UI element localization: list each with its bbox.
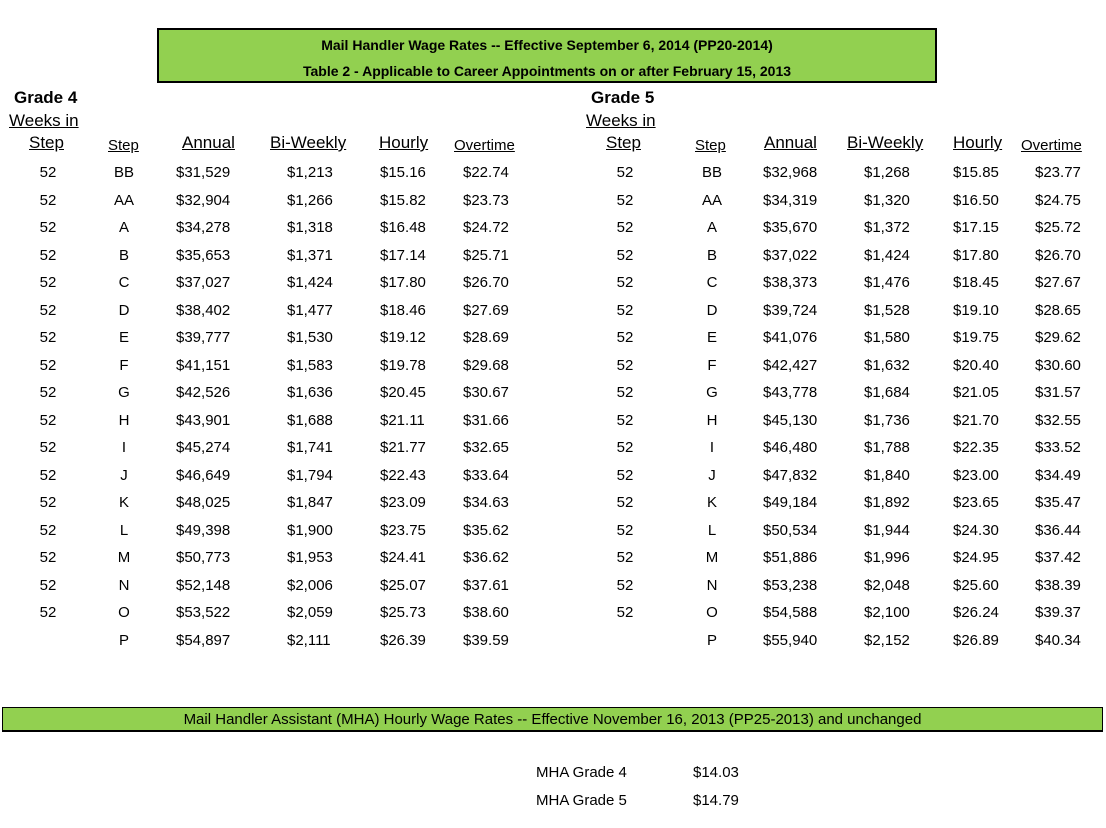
grade5-annual-cell: $35,670 [763, 219, 818, 236]
grade5-overtime-cell: $40.34 [1035, 631, 1081, 649]
grade4-hourly-cell: $21.77 [380, 439, 426, 456]
grade4-annual-cell: $45,274 [176, 439, 231, 456]
grade4-hourly-cell: $21.11 [380, 411, 425, 429]
wage-rates-banner [157, 28, 937, 83]
grade5-weeks-cell: 52 [616, 521, 634, 539]
grade5-hourly-cell: $24.30 [953, 521, 999, 539]
grade5-weeks-cell: 52 [616, 164, 634, 181]
grade4-overtime-cell: $28.69 [463, 329, 509, 346]
grade4-weeks-cell: 52 [39, 301, 57, 319]
grade4-step-cell: BB [113, 164, 134, 181]
grade4-hourly-cell: $18.46 [380, 301, 426, 319]
grade4-hourly-cell: $15.16 [380, 164, 426, 181]
grade4-hourly-cell: $23.09 [380, 494, 426, 511]
grade4-hourly-cell: $25.07 [380, 576, 426, 594]
grade5-overtime-cell: $35.47 [1035, 494, 1081, 511]
grade4-biweekly-cell: $1,266 [287, 191, 333, 209]
grade5-hourly-cell: $20.40 [953, 356, 999, 374]
grade4-weeks-cell: 52 [39, 494, 57, 511]
grade4-weeks-cell: 52 [39, 549, 57, 566]
grade5-biweekly-cell: $1,684 [864, 384, 910, 401]
grade5-hourly-cell: $25.60 [953, 576, 999, 594]
grade5-annual-cell: $43,778 [763, 384, 818, 401]
grade5-overtime-cell: $24.75 [1035, 191, 1081, 209]
grade4-hourly-cell: $19.12 [380, 329, 426, 346]
grade5-weeks-cell: 52 [616, 301, 634, 319]
grade5-overtime-cell: $25.72 [1035, 219, 1081, 236]
grade5-step-cell: K [706, 494, 717, 511]
grade4-biweekly-cell: $1,371 [287, 246, 333, 264]
table-row [0, 462, 1106, 490]
grade5-overtime-cell: $33.52 [1035, 439, 1081, 456]
mha-grade5-rate: $14.79 [693, 792, 739, 809]
grade4-biweekly-cell: $1,583 [287, 356, 333, 374]
grade4-hourly-cell: $17.14 [380, 246, 426, 264]
grade5-hourly-cell: $18.45 [953, 274, 999, 291]
grade4-step-cell: AA [113, 191, 134, 209]
table-row [0, 214, 1106, 242]
grade4-weeks-cell: 52 [39, 219, 57, 236]
grade5-weeks-cell: 52 [616, 384, 634, 401]
grade4-hourly-cell: $17.80 [380, 274, 426, 291]
grade5-overtime-cell: $36.44 [1035, 521, 1081, 539]
grade5-step-cell: C [706, 274, 718, 291]
grade4-weeks-step-header: Step [29, 133, 64, 152]
grade4-title: Grade 4 [14, 88, 78, 107]
grade5-annual-cell: $51,886 [763, 549, 818, 566]
grade4-overtime-cell: $35.62 [463, 521, 509, 539]
grade5-step-cell: O [706, 604, 718, 621]
grade4-biweekly-cell: $1,318 [287, 219, 333, 236]
grade5-weeks-cell: 52 [616, 274, 634, 291]
mha-grade5-label: MHA Grade 5 [536, 792, 627, 809]
grade5-weeks-in-header: Weeks in [586, 111, 656, 130]
grade5-hourly-cell: $24.95 [953, 549, 999, 566]
grade4-annual-cell: $48,025 [176, 494, 231, 511]
grade5-weeks-cell: 52 [616, 191, 634, 209]
grade5-weeks-cell: 52 [616, 604, 634, 621]
grade4-weeks-cell: 52 [39, 521, 57, 539]
grade5-step-cell: P [706, 631, 717, 649]
grade4-overtime-cell: $32.65 [463, 439, 509, 456]
grade4-overtime-cell: $24.72 [463, 219, 509, 236]
grade4-annual-cell: $35,653 [176, 246, 231, 264]
grade4-overtime-cell: $31.66 [463, 411, 509, 429]
grade5-overtime-cell: $38.39 [1035, 576, 1081, 594]
grade4-annual-cell: $50,773 [176, 549, 231, 566]
grade5-biweekly-cell: $1,320 [864, 191, 910, 209]
grade4-weeks-in-header: Weeks in [9, 111, 79, 130]
grade4-overtime-cell: $26.70 [463, 274, 509, 291]
grade4-overtime-cell: $33.64 [463, 466, 509, 484]
grade5-annual-cell: $37,022 [763, 246, 818, 264]
grade5-weeks-cell: 52 [616, 246, 634, 264]
grade5-title: Grade 5 [591, 88, 655, 107]
grade4-step-cell: A [118, 219, 129, 236]
grade5-hourly-cell: $15.85 [953, 164, 999, 181]
grade5-biweekly-cell: $1,372 [864, 219, 910, 236]
grade4-step-cell: E [118, 329, 129, 346]
grade5-biweekly-cell: $1,944 [864, 521, 910, 539]
grade5-biweekly-cell: $1,892 [864, 494, 910, 511]
grade4-hourly-cell: $25.73 [380, 604, 426, 621]
grade5-hourly-cell: $17.15 [953, 219, 999, 236]
grade4-overtime-cell: $29.68 [463, 356, 509, 374]
grade5-annual-header: Annual [764, 133, 817, 152]
grade5-step-cell: D [706, 301, 718, 319]
grade4-step-cell: D [118, 301, 130, 319]
grade4-biweekly-cell: $2,111 [287, 631, 331, 649]
mha-grade4-label: MHA Grade 4 [536, 764, 627, 781]
grade5-annual-cell: $53,238 [763, 576, 818, 594]
grade4-weeks-cell: 52 [39, 329, 57, 346]
grade5-weeks-cell: 52 [616, 494, 634, 511]
grade5-biweekly-cell: $1,840 [864, 466, 910, 484]
grade4-overtime-cell: $39.59 [463, 631, 509, 649]
table-row [0, 544, 1106, 572]
table-row [0, 572, 1106, 600]
grade4-step-cell: N [118, 576, 130, 594]
table-row [0, 379, 1106, 407]
grade5-hourly-cell: $26.89 [953, 631, 999, 649]
grade4-weeks-cell: 52 [39, 411, 57, 429]
grade4-weeks-cell: 52 [39, 576, 57, 594]
grade4-annual-cell: $32,904 [176, 191, 231, 209]
grade4-weeks-cell: 52 [39, 274, 57, 291]
grade4-biweekly-cell: $2,006 [287, 576, 333, 594]
grade4-hourly-cell: $22.43 [380, 466, 426, 484]
grade5-step-cell: BB [701, 164, 722, 181]
grade4-biweekly-cell: $1,213 [287, 164, 333, 181]
grade5-biweekly-cell: $2,100 [864, 604, 910, 621]
grade5-step-cell: G [706, 384, 718, 401]
grade5-overtime-cell: $31.57 [1035, 384, 1081, 401]
grade4-biweekly-cell: $1,794 [287, 466, 333, 484]
grade4-biweekly-cell: $2,059 [287, 604, 333, 621]
grade5-annual-cell: $32,968 [763, 164, 818, 181]
grade5-biweekly-cell: $2,048 [864, 576, 910, 594]
mha-grade4-rate: $14.03 [693, 764, 739, 781]
grade5-overtime-cell: $34.49 [1035, 466, 1081, 484]
grade4-overtime-cell: $37.61 [463, 576, 509, 594]
grade4-biweekly-cell: $1,636 [287, 384, 333, 401]
grade4-step-cell: G [118, 384, 130, 401]
grade4-weeks-cell: 52 [39, 384, 57, 401]
grade5-annual-cell: $50,534 [763, 521, 818, 539]
grade5-annual-cell: $45,130 [763, 411, 818, 429]
grade4-step-cell: K [118, 494, 129, 511]
grade4-step-cell: J [120, 466, 128, 484]
grade5-step-cell: A [706, 219, 717, 236]
grade5-step-cell: M [705, 549, 719, 566]
grade5-weeks-cell: 52 [616, 329, 634, 346]
grade5-overtime-cell: $39.37 [1035, 604, 1081, 621]
grade4-annual-cell: $43,901 [176, 411, 231, 429]
banner-title: Mail Handler Wage Rates -- Effective September 6, 2014 (PP20-2014) [321, 37, 773, 53]
grade5-overtime-cell: $37.42 [1035, 549, 1081, 566]
table-row [0, 627, 1106, 655]
grade4-step-cell: B [118, 246, 129, 264]
grade4-annual-header: Annual [182, 133, 235, 152]
grade4-hourly-header: Hourly [379, 133, 429, 152]
grade5-biweekly-cell: $1,996 [864, 549, 910, 566]
grade4-weeks-cell: 52 [39, 466, 57, 484]
grade4-biweekly-cell: $1,477 [287, 301, 333, 319]
grade4-weeks-cell: 52 [39, 164, 57, 181]
table-row [0, 324, 1106, 352]
grade4-step-cell: C [118, 274, 130, 291]
grade4-annual-cell: $38,402 [176, 301, 231, 319]
grade5-step-cell: I [709, 439, 715, 456]
grade5-biweekly-cell: $2,152 [864, 631, 910, 649]
grade5-annual-cell: $49,184 [763, 494, 818, 511]
grade5-overtime-cell: $32.55 [1035, 411, 1081, 429]
grade5-annual-cell: $39,724 [763, 301, 818, 319]
grade5-hourly-cell: $23.65 [953, 494, 999, 511]
grade5-overtime-cell: $26.70 [1035, 246, 1081, 264]
grade5-hourly-cell: $19.10 [953, 301, 999, 319]
grade5-overtime-cell: $27.67 [1035, 274, 1081, 291]
grade4-overtime-cell: $38.60 [463, 604, 509, 621]
grade4-biweekly-cell: $1,424 [287, 274, 333, 291]
grade4-biweekly-cell: $1,688 [287, 411, 333, 429]
grade5-step-cell: E [706, 329, 717, 346]
table-row [0, 187, 1106, 215]
grade5-overtime-cell: $23.77 [1035, 164, 1081, 181]
grade5-hourly-cell: $22.35 [953, 439, 999, 456]
grade5-overtime-cell: $29.62 [1035, 329, 1081, 346]
grade4-hourly-cell: $16.48 [380, 219, 426, 236]
grade4-annual-cell: $31,529 [176, 164, 231, 181]
grade5-step-cell: AA [701, 191, 722, 209]
grade4-step-header: Step [108, 137, 139, 154]
grade4-weeks-cell: 52 [39, 439, 57, 456]
grade4-hourly-cell: $20.45 [380, 384, 426, 401]
table-row [0, 599, 1106, 627]
grade4-weeks-cell: 52 [39, 604, 57, 621]
grade4-annual-cell: $46,649 [176, 466, 231, 484]
grade4-biweekly-cell: $1,900 [287, 521, 333, 539]
grade5-biweekly-cell: $1,736 [864, 411, 910, 429]
grade4-biweekly-cell: $1,953 [287, 549, 333, 566]
grade4-biweekly-cell: $1,530 [287, 329, 333, 346]
table-row [0, 269, 1106, 297]
grade5-hourly-cell: $16.50 [953, 191, 999, 209]
grade4-overtime-cell: $34.63 [463, 494, 509, 511]
grade5-annual-cell: $55,940 [763, 631, 818, 649]
grade5-hourly-cell: $26.24 [953, 604, 999, 621]
grade4-hourly-cell: $19.78 [380, 356, 426, 374]
grade5-biweekly-cell: $1,424 [864, 246, 910, 264]
grade4-biweekly-header: Bi-Weekly [270, 133, 347, 152]
grade4-annual-cell: $53,522 [176, 604, 231, 621]
table-row [0, 407, 1106, 435]
grade4-overtime-cell: $30.67 [463, 384, 509, 401]
grade4-step-cell: F [119, 356, 129, 374]
grade5-hourly-cell: $21.70 [953, 411, 999, 429]
grade5-step-cell: L [707, 521, 717, 539]
grade4-weeks-cell: 52 [39, 356, 57, 374]
grade5-step-cell: H [706, 411, 718, 429]
grade4-step-cell: M [117, 549, 131, 566]
grade5-annual-cell: $34,319 [763, 191, 818, 209]
grade5-biweekly-cell: $1,580 [864, 329, 910, 346]
grade5-annual-cell: $47,832 [763, 466, 818, 484]
grade5-biweekly-cell: $1,268 [864, 164, 910, 181]
grade5-weeks-cell: 52 [616, 439, 634, 456]
grade4-annual-cell: $39,777 [176, 329, 231, 346]
grade4-step-cell: O [118, 604, 130, 621]
grade5-step-cell: B [706, 246, 717, 264]
grade5-hourly-cell: $21.05 [953, 384, 999, 401]
grade4-weeks-cell: 52 [39, 191, 57, 209]
grade4-step-cell: I [121, 439, 127, 456]
grade4-hourly-cell: $24.41 [380, 549, 426, 566]
grade4-overtime-cell: $36.62 [463, 549, 509, 566]
grade5-annual-cell: $46,480 [763, 439, 818, 456]
table-row [0, 517, 1106, 545]
grade5-step-cell: J [708, 466, 716, 484]
table-row [0, 242, 1106, 270]
grade4-annual-cell: $41,151 [176, 356, 231, 374]
grade4-hourly-cell: $15.82 [380, 191, 426, 209]
grade5-biweekly-cell: $1,528 [864, 301, 910, 319]
grade4-overtime-cell: $22.74 [463, 164, 509, 181]
grade4-hourly-cell: $23.75 [380, 521, 426, 539]
grade5-biweekly-header: Bi-Weekly [847, 133, 924, 152]
grade4-biweekly-cell: $1,847 [287, 494, 333, 511]
wage-table [0, 159, 1106, 654]
grade4-overtime-cell: $23.73 [463, 191, 509, 209]
grade4-overtime-cell: $25.71 [463, 246, 509, 264]
grade5-weeks-cell: 52 [616, 549, 634, 566]
grade5-hourly-cell: $23.00 [953, 466, 999, 484]
grade5-step-cell: F [707, 356, 717, 374]
grade4-step-cell: L [119, 521, 129, 539]
grade5-hourly-cell: $17.80 [953, 246, 999, 264]
grade5-weeks-cell: 52 [616, 576, 634, 594]
grade4-step-cell: H [118, 411, 130, 429]
grade4-step-cell: P [118, 631, 129, 649]
grade5-overtime-header: Overtime [1021, 137, 1082, 154]
table-row [0, 297, 1106, 325]
grade4-annual-cell: $34,278 [176, 219, 231, 236]
grade5-hourly-header: Hourly [953, 133, 1003, 152]
grade5-weeks-cell: 52 [616, 411, 634, 429]
grade4-hourly-cell: $26.39 [380, 631, 426, 649]
grade5-hourly-cell: $19.75 [953, 329, 999, 346]
table-row [0, 352, 1106, 380]
grade5-weeks-cell: 52 [616, 466, 634, 484]
grade4-overtime-cell: $27.69 [463, 301, 509, 319]
table-row [0, 159, 1106, 187]
grade4-annual-cell: $49,398 [176, 521, 231, 539]
grade4-weeks-cell: 52 [39, 246, 57, 264]
grade5-biweekly-cell: $1,788 [864, 439, 910, 456]
grade5-weeks-cell: 52 [616, 356, 634, 374]
grade5-biweekly-cell: $1,476 [864, 274, 910, 291]
grade5-weeks-cell: 52 [616, 219, 634, 236]
table-row [0, 489, 1106, 517]
table-row [0, 434, 1106, 462]
grade5-annual-cell: $38,373 [763, 274, 818, 291]
grade5-overtime-cell: $30.60 [1035, 356, 1081, 374]
grade4-annual-cell: $52,148 [176, 576, 231, 594]
grade5-weeks-step-header: Step [606, 133, 641, 152]
grade5-annual-cell: $41,076 [763, 329, 818, 346]
banner-subtitle: Table 2 - Applicable to Career Appointments on or after February 15, 2013 [302, 63, 792, 79]
grade4-biweekly-cell: $1,741 [287, 439, 333, 456]
grade4-overtime-header: Overtime [454, 137, 515, 154]
grade5-step-cell: N [706, 576, 718, 594]
grade4-annual-cell: $54,897 [176, 631, 231, 649]
grade4-annual-cell: $42,526 [176, 384, 231, 401]
mha-banner: Mail Handler Assistant (MHA) Hourly Wage Rates -- Effective November 16, 2013 (PP25-2013) and unchanged [2, 707, 1103, 732]
grade5-annual-cell: $54,588 [763, 604, 818, 621]
grade5-step-header: Step [695, 137, 726, 154]
grade4-annual-cell: $37,027 [176, 274, 231, 291]
grade5-overtime-cell: $28.65 [1035, 301, 1081, 319]
grade5-biweekly-cell: $1,632 [864, 356, 910, 374]
grade5-annual-cell: $42,427 [763, 356, 818, 374]
